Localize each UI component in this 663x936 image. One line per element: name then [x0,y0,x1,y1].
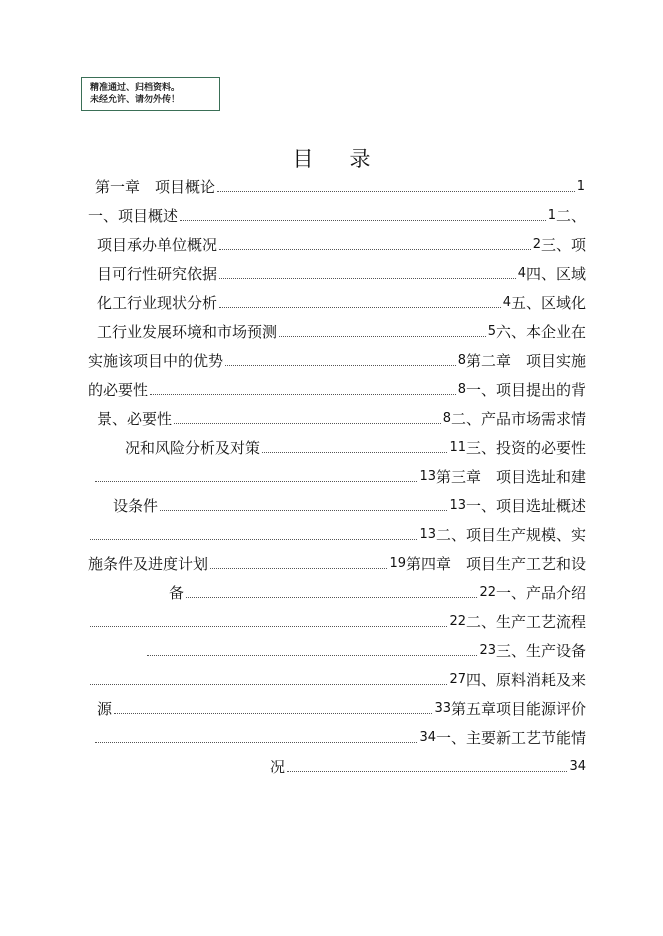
toc-page: 4 [502,295,511,310]
toc-text: 设条件 [113,497,159,515]
toc-title-char-2: 录 [349,147,371,171]
toc-line [97,320,586,342]
toc-page: 1 [547,208,556,223]
dot-leader [219,278,516,279]
toc-page: 34 [419,730,436,745]
toc-text: 化工行业现状分析 [97,294,218,312]
toc-page: 13 [419,469,436,484]
toc-line [169,581,586,603]
toc-text: 施条件及进度计划 [88,555,209,573]
toc-text-tail: 一、主要新工艺节能情 [435,729,586,747]
toc-page: 22 [479,585,496,600]
dot-leader [90,684,447,685]
dot-leader [210,568,387,569]
toc-line [88,523,586,545]
dot-leader [95,742,417,743]
toc-text-tail: 一、产品介绍 [495,584,586,602]
toc-title-char-1: 目 [292,147,314,171]
toc-text: 备 [169,584,185,602]
toc-text-tail: 三、投资的必要性 [465,439,586,457]
toc-line [270,755,586,777]
toc-text-tail: 四、区域 [525,265,586,283]
dot-leader [114,713,432,714]
toc-line [88,610,586,632]
dot-leader [186,597,477,598]
toc-page: 19 [389,556,406,571]
toc-text: 源 [97,700,113,718]
toc-page: 1 [576,179,585,194]
toc-page: 33 [434,701,451,716]
toc-line [97,697,586,719]
toc-text-tail: 第二章 项目实施 [465,352,586,370]
dot-leader [95,481,417,482]
toc-text-tail: 一、项目选址概述 [465,497,586,515]
dot-leader [90,539,417,540]
toc-line [88,349,586,371]
toc-line [125,436,586,458]
stamp-line-2: 未经允许、请勿外传！ [90,95,181,105]
toc-line [97,233,586,255]
toc-page: 8 [457,382,466,397]
toc-page: 4 [517,266,526,281]
toc-text: 目可行性研究依据 [97,265,218,283]
toc-line [88,552,586,574]
dot-leader [147,655,477,656]
dot-leader [174,423,441,424]
dot-leader [262,452,447,453]
toc-page: 34 [569,759,586,774]
dot-leader [219,249,531,250]
dot-leader [180,220,546,221]
toc-text-tail: 六、本企业在 [495,323,586,341]
toc-line [97,407,586,429]
toc-page: 27 [449,672,466,687]
toc-text: 第一章 项目概论 [95,178,216,196]
toc-text: 工行业发展环境和市场预测 [97,323,278,341]
toc-line [93,726,586,748]
toc-text: 景、必要性 [97,410,173,428]
watermark-stamp [81,77,220,111]
toc-line [97,291,586,313]
toc-line [88,204,586,226]
toc-text-tail: 四、原料消耗及来 [465,671,586,689]
toc-page: 5 [487,324,496,339]
toc-text: 实施该项目中的优势 [88,352,224,370]
toc-text-tail: 三、项 [540,236,586,254]
toc-line [93,465,586,487]
toc-line [95,175,585,197]
toc-page: 11 [449,440,466,455]
dot-leader [279,336,486,337]
toc-text: 的必要性 [88,381,149,399]
toc-line [88,378,586,400]
toc-text-tail: 五、区域化 [510,294,586,312]
toc-text: 况和风险分析及对策 [125,439,261,457]
toc-text-tail: 第三章 项目选址和建 [435,468,586,486]
toc-page: 2 [532,237,541,252]
toc-page: 22 [449,614,466,629]
toc-line [145,639,586,661]
toc-title [0,146,663,172]
dot-leader [150,394,456,395]
toc-text-tail: 一、项目提出的背 [465,381,586,399]
toc-text: 项目承办单位概况 [97,236,218,254]
toc-text-tail: 第五章项目能源评价 [450,700,586,718]
dot-leader [287,771,567,772]
dot-leader [160,510,447,511]
toc-line [88,668,586,690]
toc-text: 况 [270,758,286,776]
toc-text-tail: 三、生产设备 [495,642,586,660]
dot-leader [90,626,447,627]
dot-leader [225,365,456,366]
toc-text-tail: 二、 [555,207,586,225]
toc-text-tail: 第四章 项目生产工艺和设 [405,555,586,573]
toc-page: 8 [457,353,466,368]
toc-text: 一、项目概述 [88,207,179,225]
stamp-line-1: 精准通过、归档资料。 [90,83,181,93]
toc-line [97,262,586,284]
dot-leader [219,307,501,308]
toc-page: 8 [442,411,451,426]
toc-page: 13 [419,527,436,542]
toc-text-tail: 二、生产工艺流程 [465,613,586,631]
toc-text-tail: 二、项目生产规模、实 [435,526,586,544]
toc-page: 13 [449,498,466,513]
toc-text-tail: 二、产品市场需求情 [450,410,586,428]
dot-leader [217,191,575,192]
toc-line [113,494,586,516]
toc-page: 23 [479,643,496,658]
